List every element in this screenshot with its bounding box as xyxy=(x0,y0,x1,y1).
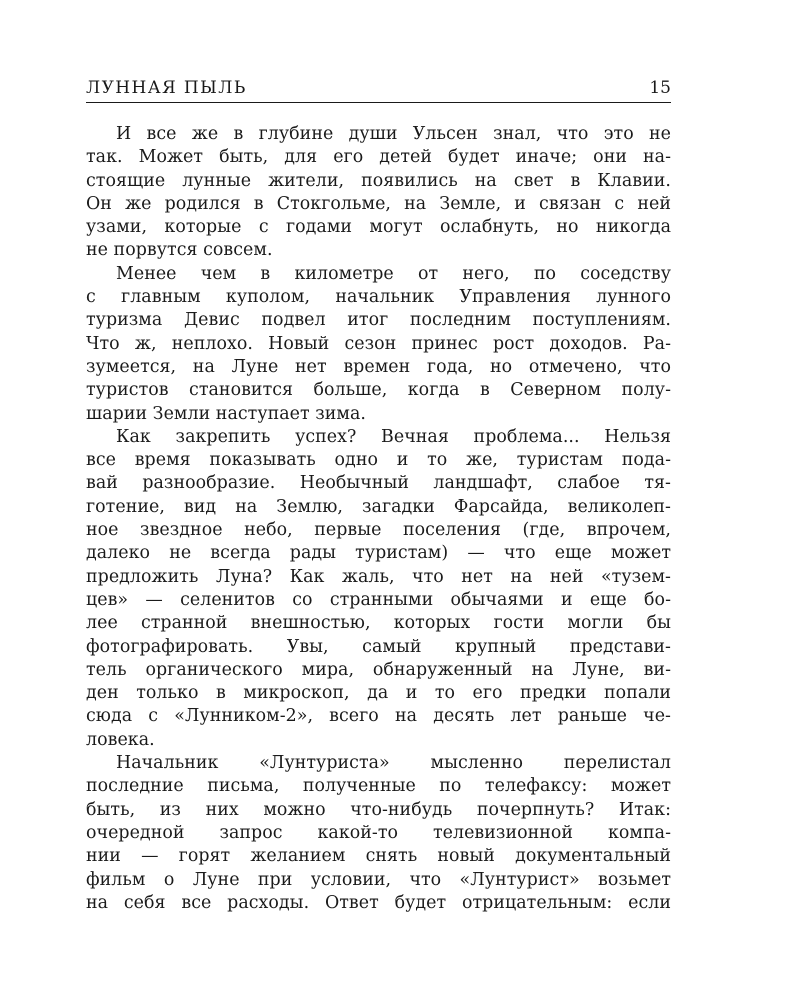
text-line: все время показывать одно и то же, туристам пода- xyxy=(86,450,671,471)
text-line: стоящие лунные жители, появились на свет в Клавии. xyxy=(86,170,671,191)
text-line: узами, которые с годами могут ослабнуть, но никогда xyxy=(86,217,671,238)
running-title: ЛУННАЯ ПЫЛЬ xyxy=(86,78,247,98)
text-line: фотографировать. Увы, самый крупный представи- xyxy=(86,636,671,657)
page-number: 15 xyxy=(649,78,671,98)
text-line: нии — горят желанием снять новый документальный xyxy=(86,846,671,867)
text-line: быть, из них можно что-нибудь почерпнуть? Итак: xyxy=(86,799,671,820)
text-line: зумеется, на Луне нет времен года, но отмечено, что xyxy=(86,356,671,377)
text-line: Он же родился в Стокгольме, на Земле, и связан с ней xyxy=(86,193,671,214)
body-text xyxy=(86,123,671,915)
text-line: готение, вид на Землю, загадки Фарсайда, великолеп- xyxy=(86,496,671,517)
text-line: не порвутся совсем. xyxy=(86,240,273,261)
text-line: далеко не всегда рады туристам) — что еще может xyxy=(86,543,671,564)
text-line: туризма Девис подвел итог последним поступлениям. xyxy=(86,310,671,331)
text-line: последние письма, полученные по телефаксу: может xyxy=(86,776,671,797)
text-line: Менее чем в километре от него, по соседству xyxy=(116,263,671,284)
text-line: лее странной внешностью, которых гости могли бы xyxy=(86,613,671,634)
text-line: фильм о Луне при условии, что «Лунтурист» возьмет xyxy=(86,869,671,890)
text-line: очередной запрос какой-то телевизионной компа- xyxy=(86,822,671,843)
text-line: так. Может быть, для его детей будет иначе; они на- xyxy=(86,147,671,168)
text-line: Начальник «Лунтуриста» мысленно перелистал xyxy=(116,753,671,774)
text-line: И все же в глубине души Ульсен знал, что это не xyxy=(116,124,671,144)
text-line: ден только в микроскоп, да и то его предки попали xyxy=(86,683,671,704)
text-line: сюда с «Лунником-2», всего на десять лет раньше че- xyxy=(86,706,671,727)
text-line: цев» — селенитов со странными обычаями и еще бо- xyxy=(86,589,671,610)
text-line: с главным куполом, начальник Управления лунного xyxy=(86,287,671,308)
text-line: ное звездное небо, первые поселения (где, впрочем, xyxy=(86,520,671,541)
text-line: тель органического мира, обнаруженный на Луне, ви- xyxy=(86,659,671,680)
text-line: предложить Луна? Как жаль, что нет на ней «тузем- xyxy=(86,566,671,587)
text-line: шарии Земли наступает зима. xyxy=(86,403,366,424)
running-head xyxy=(86,78,671,103)
text-line: Как закрепить успех? Вечная проблема... Нельзя xyxy=(116,426,671,447)
text-line: туристов становится больше, когда в Северном полу- xyxy=(86,380,671,401)
text-line: вай разнообразие. Необычный ландшафт, слабое тя- xyxy=(86,473,671,494)
text-line: ловека. xyxy=(86,729,155,750)
text-line: Что ж, неплохо. Новый сезон принес рост доходов. Ра- xyxy=(86,333,671,354)
book-page xyxy=(86,0,671,1000)
text-line: на себя все расходы. Ответ будет отрицательным: если xyxy=(86,892,671,913)
